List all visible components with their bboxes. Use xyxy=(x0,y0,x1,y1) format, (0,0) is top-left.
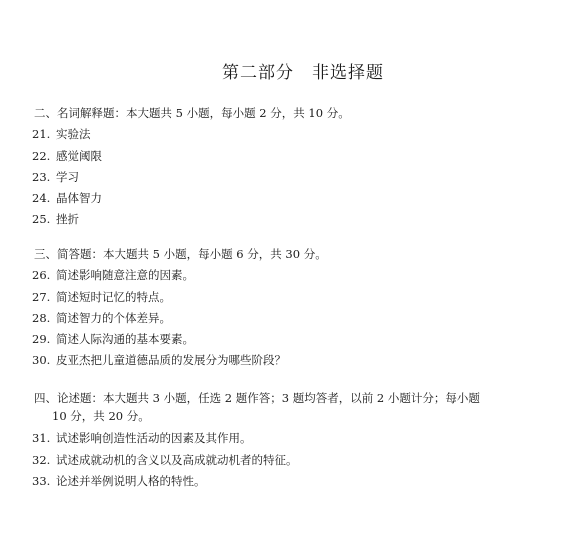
section-2-heading: 二、名词解释题：本大题共 5 小题，每小题 2 分，共 10 分。 xyxy=(34,106,350,120)
question-number: 33. xyxy=(32,474,51,488)
title-name: 非选择题 xyxy=(312,63,384,83)
question-text: 皮亚杰把儿童道德品质的发展分为哪些阶段？ xyxy=(56,353,286,367)
question-text: 简述影响随意注意的因素。 xyxy=(56,268,194,282)
question-text: 简述人际沟通的基本要素。 xyxy=(56,332,194,346)
question-number: 31. xyxy=(32,431,51,445)
question-text: 学习 xyxy=(56,170,79,184)
question-33 xyxy=(32,474,206,489)
question-text: 简述智力的个体差异。 xyxy=(56,311,171,325)
question-number: 22. xyxy=(32,149,51,163)
section-4-heading-cont: 10 分，共 20 分。 xyxy=(52,409,150,423)
question-text: 感觉阈限 xyxy=(56,149,102,163)
question-number: 25. xyxy=(32,212,51,226)
question-31 xyxy=(32,431,252,446)
question-27 xyxy=(32,290,171,305)
section-4-heading: 四、论述题：本大题共 3 小题，任选 2 题作答；3 题均答者，以前 2 小题计分；每小题 xyxy=(34,391,480,405)
question-30 xyxy=(32,353,286,368)
question-number: 32. xyxy=(32,453,51,467)
question-number: 21. xyxy=(32,127,51,141)
question-28 xyxy=(32,311,171,326)
question-number: 27. xyxy=(32,290,51,304)
section-3-heading: 三、简答题：本大题共 5 小题，每小题 6 分，共 30 分。 xyxy=(34,247,327,261)
question-number: 28. xyxy=(32,311,51,325)
question-21 xyxy=(32,127,91,142)
question-24 xyxy=(32,191,102,206)
page-title xyxy=(0,58,566,83)
question-22 xyxy=(32,149,102,164)
question-number: 26. xyxy=(32,268,51,282)
question-text: 实验法 xyxy=(56,127,91,141)
question-32 xyxy=(32,453,298,468)
question-number: 24. xyxy=(32,191,51,205)
question-text: 挫折 xyxy=(56,212,79,226)
question-26 xyxy=(32,268,194,283)
question-29 xyxy=(32,332,194,347)
question-number: 30. xyxy=(32,353,51,367)
question-text: 试述成就动机的含义以及高成就动机者的特征。 xyxy=(56,453,298,467)
question-number: 29. xyxy=(32,332,51,346)
question-text: 论述并举例说明人格的特性。 xyxy=(56,474,206,488)
question-25 xyxy=(32,212,79,227)
question-text: 晶体智力 xyxy=(56,191,102,205)
title-part: 第二部分 xyxy=(222,63,294,83)
question-text: 简述短时记忆的特点。 xyxy=(56,290,171,304)
question-text: 试述影响创造性活动的因素及其作用。 xyxy=(56,431,252,445)
question-number: 23. xyxy=(32,170,51,184)
question-23 xyxy=(32,170,79,185)
